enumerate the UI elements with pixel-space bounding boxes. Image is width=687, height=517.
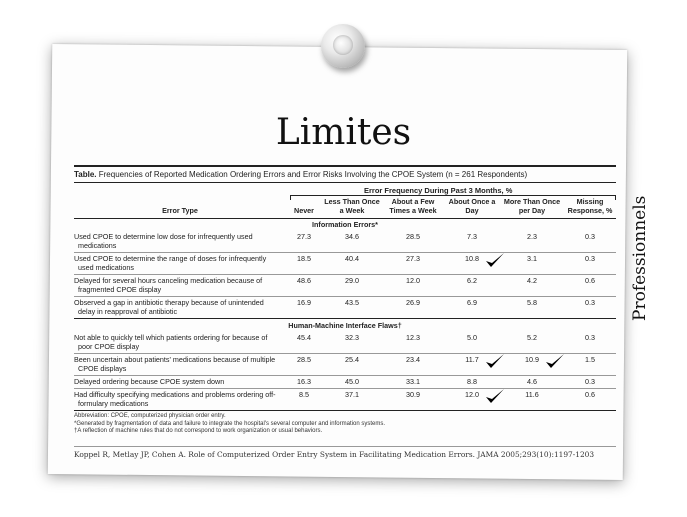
- value-cell: [286, 376, 322, 389]
- value-cell: [322, 376, 382, 389]
- value-text: 40.4: [345, 254, 359, 263]
- footnote: Abbreviation: CPOE, computerized physician order entry.: [74, 413, 226, 419]
- table-row: [74, 275, 616, 297]
- value-text: 6.9: [467, 298, 477, 307]
- value-text: 27.3: [406, 254, 420, 263]
- value-cell: [500, 332, 564, 354]
- value-cell: [444, 354, 500, 376]
- section-title: Information Errors*: [312, 220, 378, 229]
- value-cell: [286, 354, 322, 376]
- value-cell: [382, 297, 444, 319]
- col-missing: Missing Response, %: [564, 196, 616, 219]
- value-cell: [500, 297, 564, 319]
- value-text: 16.3: [297, 377, 311, 386]
- value-cell: [286, 231, 322, 253]
- value-text: 0.3: [585, 254, 595, 263]
- value-cell: [382, 231, 444, 253]
- value-cell: [444, 275, 500, 297]
- errors-table: [74, 196, 616, 411]
- value-cell: [322, 231, 382, 253]
- value-text: 0.3: [585, 298, 595, 307]
- value-text: 12.0: [406, 276, 420, 285]
- col-few-times-week: About a Few Times a Week: [382, 196, 444, 219]
- value-cell: [382, 354, 444, 376]
- value-cell: [564, 297, 616, 319]
- section-header: [74, 319, 616, 333]
- value-text: 32.3: [345, 333, 359, 342]
- footnotes: [74, 411, 616, 436]
- value-text: 37.1: [345, 390, 359, 399]
- value-cell: [382, 332, 444, 354]
- value-text: 8.8: [467, 377, 477, 386]
- value-cell: [286, 297, 322, 319]
- value-cell: [322, 297, 382, 319]
- value-cell: [444, 231, 500, 253]
- value-text: 4.6: [527, 377, 537, 386]
- value-text: 30.9: [406, 390, 420, 399]
- value-text: 26.9: [406, 298, 420, 307]
- value-cell: [382, 389, 444, 411]
- value-cell: [500, 253, 564, 275]
- header-row: [74, 196, 616, 219]
- value-text: 11.7: [465, 355, 479, 364]
- table-row: [74, 376, 616, 389]
- value-text: 0.6: [585, 390, 595, 399]
- value-text: 23.4: [406, 355, 420, 364]
- value-text: 3.1: [527, 254, 537, 263]
- error-type-cell: Been uncertain about patients' medications because of multiple CPOE displays: [74, 354, 286, 376]
- error-type-cell: Not able to quickly tell which patients ordering for because of poor CPOE display: [74, 332, 286, 354]
- value-text: 29.0: [345, 276, 359, 285]
- value-text: 45.0: [345, 377, 359, 386]
- caption-text: Frequencies of Reported Medication Ordering Errors and Error Risks Involving the CPOE System (n = 261 Respondents): [96, 170, 528, 179]
- value-cell: [500, 275, 564, 297]
- slide-title: Limites: [275, 112, 412, 153]
- value-cell: [286, 332, 322, 354]
- footnote: †A reflection of machine rules that do not correspond to work organization or usual behaviors.: [74, 428, 323, 434]
- value-cell: [322, 389, 382, 411]
- value-text: 5.0: [467, 333, 477, 342]
- value-text: 33.1: [406, 377, 420, 386]
- value-cell: [564, 231, 616, 253]
- error-type-cell: Used CPOE to determine low dose for infrequently used medications: [74, 231, 286, 253]
- value-cell: [444, 297, 500, 319]
- span-header-label: Error Frequency During Past 3 Months, %: [364, 186, 513, 195]
- value-text: 4.2: [527, 276, 537, 285]
- value-text: 28.5: [297, 355, 311, 364]
- value-text: 11.6: [525, 390, 539, 399]
- value-text: 0.3: [585, 377, 595, 386]
- value-text: 34.6: [345, 232, 359, 241]
- value-text: 6.2: [467, 276, 477, 285]
- value-text: 0.3: [585, 333, 595, 342]
- table-row: [74, 332, 616, 354]
- citation: Koppel R, Metlay JP, Cohen A. Role of Computerized Order Entry System in Facilitating Medication Errors. JAMA 2005;293(10):1197-1203: [74, 446, 616, 459]
- value-text: 8.5: [299, 390, 309, 399]
- value-text: 10.8: [465, 254, 479, 263]
- table-row: [74, 231, 616, 253]
- value-cell: [564, 389, 616, 411]
- table-container: [74, 165, 616, 436]
- section-header: [74, 219, 616, 232]
- value-cell: [382, 253, 444, 275]
- pushpin-icon: [321, 24, 365, 68]
- value-text: 12.3: [406, 333, 420, 342]
- value-cell: [564, 332, 616, 354]
- col-error-type: Error Type: [74, 196, 286, 219]
- table-row: [74, 389, 616, 411]
- value-text: 28.5: [406, 232, 420, 241]
- error-type-cell: Observed a gap in antibiotic therapy because of unintended delay in reapproval of antibiotic: [74, 297, 286, 319]
- value-cell: [444, 332, 500, 354]
- value-cell: [500, 376, 564, 389]
- value-cell: [286, 389, 322, 411]
- error-type-cell: Had difficulty specifying medications and problems ordering off-formulary medications: [74, 389, 286, 411]
- value-cell: [322, 354, 382, 376]
- value-cell: [322, 253, 382, 275]
- value-text: 48.6: [297, 276, 311, 285]
- value-text: 7.3: [467, 232, 477, 241]
- value-text: 16.9: [297, 298, 311, 307]
- value-text: 0.3: [585, 232, 595, 241]
- value-cell: [444, 376, 500, 389]
- span-header: [74, 183, 616, 196]
- error-type-cell: Delayed ordering because CPOE system down: [74, 376, 286, 389]
- value-cell: [322, 332, 382, 354]
- col-once-a-day: About Once a Day: [444, 196, 500, 219]
- value-cell: [500, 354, 564, 376]
- value-cell: [286, 275, 322, 297]
- caption-label: Table.: [74, 170, 97, 179]
- value-cell: [322, 275, 382, 297]
- value-cell: [286, 253, 322, 275]
- col-more-than-daily: More Than Once per Day: [500, 196, 564, 219]
- side-label: Professionnels: [630, 195, 650, 321]
- table-caption: [74, 165, 616, 183]
- value-text: 10.9: [525, 355, 539, 364]
- value-text: 0.6: [585, 276, 595, 285]
- value-text: 12.0: [465, 390, 479, 399]
- value-cell: [564, 253, 616, 275]
- value-text: 2.3: [527, 232, 537, 241]
- value-cell: [444, 389, 500, 411]
- value-cell: [382, 275, 444, 297]
- error-type-cell: Used CPOE to determine the range of doses for infrequently used medications: [74, 253, 286, 275]
- col-never: Never: [286, 196, 322, 219]
- value-text: 27.3: [297, 232, 311, 241]
- value-text: 45.4: [297, 333, 311, 342]
- value-text: 18.5: [297, 254, 311, 263]
- table-row: [74, 354, 616, 376]
- value-text: 5.2: [527, 333, 537, 342]
- value-cell: [500, 389, 564, 411]
- value-cell: [564, 275, 616, 297]
- table-row: [74, 297, 616, 319]
- table-row: [74, 253, 616, 275]
- error-type-cell: Delayed for several hours canceling medication because of fragmented CPOE display: [74, 275, 286, 297]
- footnote: *Generated by fragmentation of data and failure to integrate the hospital's several computer and information systems.: [74, 420, 385, 427]
- value-text: 43.5: [345, 298, 359, 307]
- value-cell: [444, 253, 500, 275]
- value-cell: [564, 354, 616, 376]
- value-cell: [500, 231, 564, 253]
- value-text: 5.8: [527, 298, 537, 307]
- section-title: Human-Machine Interface Flaws†: [288, 321, 402, 330]
- value-text: 25.4: [345, 355, 359, 364]
- col-less-than-weekly: Less Than Once a Week: [322, 196, 382, 219]
- value-cell: [382, 376, 444, 389]
- value-cell: [564, 376, 616, 389]
- value-text: 1.5: [585, 355, 595, 364]
